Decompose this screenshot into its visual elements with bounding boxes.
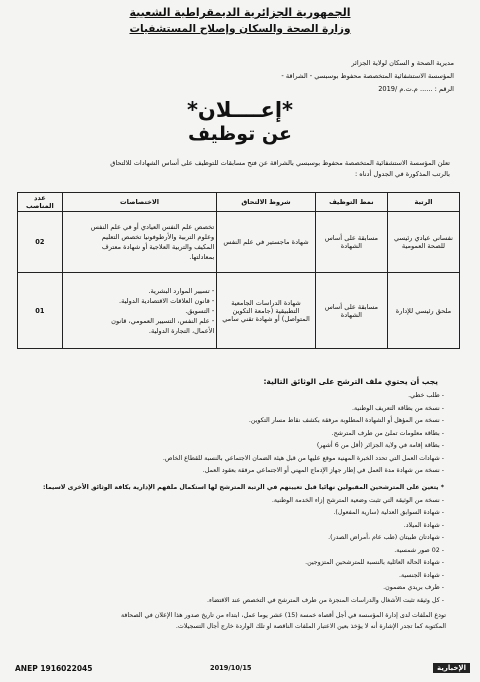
table-row [18,212,460,273]
documents-list [20,390,444,478]
col-header-rank: الرتبة [387,193,459,212]
newspaper-name: الإخبارية [433,663,470,673]
list-item: - نسخة من الوثيقة التي تثبت وضعية المترشح إزاء الخدمة الوطنية. [271,496,444,504]
list-item: - نسخة من بطاقة التعريف الوطنية. [352,404,444,412]
list-item: - شهادة الحالة العائلية بالنسبة للمترشحين المتزوجين. [305,559,444,566]
institution-line: المؤسسة الاستشفائية المتخصصة محفوظ بوسبسي - الشراقة - [281,72,454,80]
intro-line-1: تعلن المؤسسة الاستشفائية المتخصصة محفوظ بوسبسي بالشراقة عن فتح مسابقات للتوظيف على أساس الشهادات للالتحاق [110,159,450,167]
announcement-subtitle: عن توظيف [187,123,293,145]
spec-line: الأعمال، التجارة الدولية. [148,326,215,335]
list-item: - طلب خطي. [408,392,444,399]
positions-table [17,192,460,349]
cell-condition: شهادة الدراسات الجامعية التطبيقية (جامعة التكوين المتواصل) أو شهادة تقني سامي [217,273,316,349]
spec-line: المكيف والتربية العلاجية أو شهادة معترف [101,243,215,252]
republic-header: الجمهورية الجزائرية الديمقراطية الشعبية [129,6,351,19]
announcement-title: *إعــــلان* [186,98,294,122]
anep-reference: ANEP 1916022045 [15,664,93,673]
publication-footer [10,663,470,677]
cell-count: 01 [18,273,63,349]
intro-paragraph [40,158,450,180]
spec-line: - تسيير الموارد البشرية. [148,286,215,295]
list-item: - 02 صور شمسية. [394,546,444,554]
list-item: - نسخة من المؤهل أو الشهادة المطلوبة مرفقة بكشف نقاط مسار التكوين. [248,417,444,424]
list-item: - شهادة الميلاد. [403,521,444,529]
closing-line-2: المكتوبة كما تجدر الإشارة أنه لا يؤخذ بعين الاعتبار الملفات الناقصة او تلك الواردة خارج أجال التسجيلات. [175,623,446,630]
cell-condition: شهادة ماجستير في علم النفس [217,212,316,273]
cell-count: 02 [18,212,63,273]
list-item: - ظرف بريدي مضمون. [383,584,444,591]
spec-line: - التسويق. [185,306,215,315]
cell-rank: ملحق رئيسي للإدارة [387,273,459,349]
list-item: - بطاقة إقامة في ولاية الجزائر (أقل من 6 أشهر) [316,442,444,449]
cell-mode: مسابقة على أساس الشهادة [315,273,387,349]
reference-number: الرقم : ...... م.ت.م /2019 [378,85,454,93]
list-item: - شهادتان طبيتان (طب عام ،أمراض الصدر). [328,534,444,541]
list-item: - بطاقة معلومات تملئ من طرف المترشح. [331,429,444,437]
spec-line: تخصص علم النفس العيادي أو في علم النفس [90,223,215,232]
list-item: - نسخة من شهادة مدة العمل في إطار جهاز الإدماج المهني أو الاجتماعي مرفقة بعقود العمل. [202,467,444,474]
ministry-header: وزارة الصحة والسكان وإصلاح المستشفيات [129,23,351,35]
publication-date: 2019/10/15 [210,664,252,672]
spec-line: - علم النفس، التسيير العمومي، قانون [111,316,215,325]
cell-rank: نفساني عيادي رئيسي للصحة العمومية [387,212,459,273]
spec-line: - قانون العلاقات الاقتصادية الدولية. [119,296,215,305]
col-header-mode: نمط التوظيف [315,193,387,212]
list-item: - شهادات العمل التي تحدد الخبرة المهنية موقع عليها من قبل هيئة الضمان الاجتماعي بالنسبة للقطاع الخاص. [162,454,444,462]
intro-line-2: بالرتب المذكورة في الجدول أدناه : [354,170,450,178]
documents-heading: يجب أن يحتوي ملف الترشح على الوثائق التالية: [263,377,438,386]
closing-line-1: تودع الملفات لدى إدارة المؤسسة في أجل أقصاه خمسة (15) عشر يوما عمل، ابتداء من تاريخ صدور هذا الإعلان في الصحافة [120,612,446,619]
spec-line: وعلوم التربية والأرطوفونيا تخصص التعليم [101,233,215,242]
col-header-count: عدد المناصب [18,193,63,212]
cell-specialties [62,273,216,349]
col-header-specialties: الاختصاصات [62,193,216,212]
directorate-line: مديرية الصحة و السكان لولاية الجزائر [351,59,454,67]
list-item: - شهادة الجنسية. [398,571,444,579]
final-documents-list [20,482,444,607]
cell-specialties [62,212,216,273]
closing-paragraph [20,610,446,632]
list-item: - شهادة السوابق العدلية (سارية المفعول). [333,509,444,516]
table-row [18,273,460,349]
cell-mode: مسابقة على أساس الشهادة [315,212,387,273]
col-header-condition: شروط الالتحاق [217,193,316,212]
spec-line: بمعادلتها. [189,253,215,262]
list-item: - كل وثيقة تثبت الأشغال والدراسات المنجزة من طرف المترشح في التخصص عند الاقتضاء. [207,596,444,604]
final-documents-heading: * يتعين على المترشحين المقبولين نهائيا قبل تعيينهم في الرتبة المترشح لها استكمال ملفهم الإدارية بكافة الوثائق الأخرى لاسيما: [42,484,444,491]
